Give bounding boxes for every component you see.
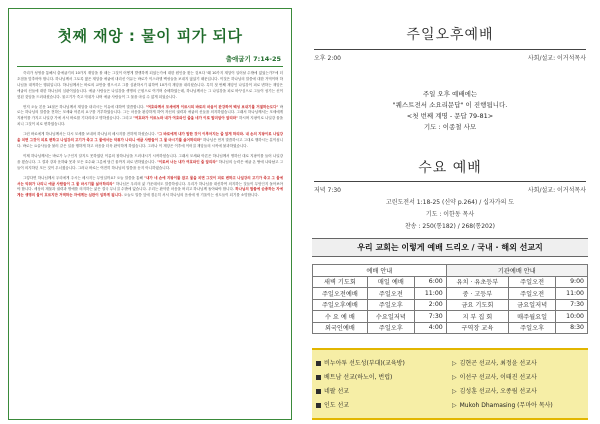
sermon-text: 그렇다면 하나님께서 우리에게 주시는 메시지는 무엇일까요? 오늘 말씀을 통해 (23, 175, 145, 180)
wednesday-scripture: 고린도전서 1:18-25 (신약 p.264) / 십자가의 도 (385, 199, 515, 206)
sermon-divider (17, 66, 283, 67)
square-bullet-icon (316, 361, 321, 366)
bulletin-panel (300, 0, 600, 424)
highlighted-verse: "여호와께서 모세에게 이르시되 바로의 마음이 완강하여 백성 보내기를 거절하는도다" (145, 104, 279, 109)
table-row (313, 299, 588, 311)
group-day: 매주월요일 (509, 311, 556, 323)
wednesday-hymns: 찬송 : 250(통182) / 268(통202) (404, 223, 496, 230)
service-time: 7:30 (414, 311, 446, 323)
service-day: 수요일저녁 (367, 311, 414, 323)
sermon-text: 하나님의 능력은 애굽 온 땅에 나타났고 그들이 의지하던 모든 것이 무너졌습니다. 그러나 바로는 여전히 하나님의 말씀을 듣지 아니하였습니다. (17, 159, 283, 170)
highlighted-verse: 하나님의 말씀에 순종하는 자에게는 생명의 물이 흐르지만 거역하는 자에게는 심판이 임하게 됩니다. (17, 187, 283, 198)
service-name: 주일오후예배 (313, 299, 368, 311)
sermon-body (9, 71, 291, 199)
group-time: 8:30 (556, 322, 588, 334)
sermon-text: 하시며 지팡이로 나일강 물을 치니 그것이 피로 변하였습니다. (17, 116, 283, 127)
sermon-reference: 출애굽기 7:14-25 (225, 55, 281, 63)
worship-header-right: 기관예배 안내 (446, 265, 587, 277)
wednesday-officiant: 사회/설교: 이거석목사 (527, 187, 586, 194)
afternoon-line-2: "퀘스트전서 소요리문답" 이 진행됩니다. (392, 101, 508, 109)
triangle-bullet-icon: ▷ (452, 388, 457, 395)
group-day: 주일오후 (509, 322, 556, 334)
afternoon-line-3: <첫 번째 계명 - 문답 79-81> (406, 112, 494, 120)
service-day: 주일오후 (367, 322, 414, 334)
afternoon-line-4: 기도 : 이종철 사모 (423, 123, 477, 131)
sermon-paragraph (17, 132, 283, 150)
group-day: 금요일저녁 (509, 299, 556, 311)
mission-field: 네팔 선교 (324, 388, 350, 395)
service-name: 주일오전예배 (313, 288, 368, 300)
worship-table-header (313, 265, 588, 277)
group-name: 금요 기도회 (446, 299, 508, 311)
list-item (312, 399, 588, 413)
mission-workers: Mukoh Dhamasing (무마아 목사) (459, 402, 553, 409)
group-time: 11:00 (556, 288, 588, 300)
sermon-text: 오늘도 말씀 앞에 겸손히 서서 하나님의 음성에 귀 기울이는 성도들이 되기를 소망합니다. (122, 193, 259, 198)
service-name: 새벽 기도회 (313, 276, 368, 288)
sermon-paragraph (17, 176, 283, 200)
sermon-text: 바로는 하나님의 말씀을 전하는 모세와 아론의 요구를 거부하였습니다. 그는 마음을 완강하게 하여 자신의 권력과 애굽의 신들을 의지하였습니다. 그래서 하나님께서는 모세에게 지팡이를 가지고 나일강 가에 서서 바로를 기다리라고 명하셨습니다. 그리고 (17, 104, 283, 121)
wednesday-time: 저녁 7:30 (314, 187, 341, 194)
group-name: 중 · 고등부 (446, 288, 508, 300)
service-time: 6:00 (414, 276, 446, 288)
list-item (312, 385, 588, 399)
mission-list (312, 348, 588, 420)
table-row (313, 276, 588, 288)
service-name: 외국인예배 (313, 322, 368, 334)
sermon-paragraph (17, 71, 283, 101)
square-bullet-icon (316, 403, 321, 408)
sermon-paragraph (17, 105, 283, 129)
afternoon-title: 주일오후예배 (406, 27, 494, 43)
group-time: 10:00 (556, 311, 588, 323)
highlighted-verse: "그 바로에게 내가 말한 것이 이루어지는 줄 알게 하리라. 내 손의 지팡이로 나일강을 치면 그것이 피로 변하고 나일강의 고기가 죽고 그 물에서는 악취가 나리니 애굽 사람들이 그 물 마시기를 싫어하리라" (17, 132, 283, 143)
sermon-panel (8, 8, 292, 420)
sermon-text: 그런 바로에게 하나님께서는 다시 모세를 보내어 하나님의 메시지를 전하게 하셨습니다. (23, 132, 157, 137)
group-name: 지 부 집 회 (446, 311, 508, 323)
group-day: 주일오전 (509, 288, 556, 300)
service-day: 주일오후 (367, 299, 414, 311)
wednesday-title: 수요 예배 (418, 160, 482, 176)
mission-field: 인도 선교 (324, 402, 350, 409)
afternoon-officiant: 사회/설교: 이거석목사 (527, 55, 586, 62)
wednesday-info (314, 185, 586, 194)
sermon-text: 하나님은 우리의 삶 가운데서도 말씀하십니다. 우리가 하나님을 대신하여 의지하는 것들이 무엇인지 돌아보아야 합니다. 세상의 재물과 권력과 명예를 의지하는 삶은 결국 무너질 수밖에 없습니다. 우리는 완악한 마음을 버리고 하나님께 돌아와야 합니다. (17, 181, 283, 192)
square-bullet-icon (316, 389, 321, 394)
triangle-bullet-icon: ▷ (452, 402, 457, 409)
square-bullet-icon (316, 375, 321, 380)
mission-field: 베트남 선교(하노이, 번럽) (324, 374, 393, 381)
sermon-text: 이제 하나님께서는 바로가 누구인지 알지도 못하였던 이름의 참하나님을 드러내시기 시작하셨습니다. 그래서 모세와 아론은 하나님께서 명하신 대로 지팡이를 들어 나일강을 쳤습니다. 그 결과 강과 운하와 못과 모든 호수와 그릇에 담긴 물까지 피로 변하였습니다. (17, 153, 283, 164)
afternoon-divider (314, 49, 586, 50)
table-row (313, 288, 588, 300)
highlighted-verse: "내가 네 손에 지팡이를 잡고 물을 치면 그것이 피로 변하고 나일강의 고기가 죽고 그 물에서는 악취가 나리니 애굽 사람들이 그 물 마시기를 싫어하리라" (17, 175, 284, 186)
table-row (313, 311, 588, 323)
mission-workers: 이선구 선교사, 이태진 선교사 (459, 374, 537, 381)
wednesday-divider (314, 181, 586, 182)
triangle-bullet-icon: ▷ (452, 374, 457, 381)
service-day: 주일오전 (367, 288, 414, 300)
worship-header-left: 예배 안내 (313, 265, 447, 277)
mission-workers: 김현곤 선교사, 최정윤 선교사 (459, 360, 537, 367)
worship-table (312, 264, 588, 334)
list-item (312, 357, 588, 371)
afternoon-line-1: 주일 오후 예배에는 (422, 90, 478, 98)
list-item (312, 371, 588, 385)
group-name: 구역장 교육 (446, 322, 508, 334)
worship-banner: 우리 교회는 이렇게 예배 드리오 / 국내 · 해외 선교지 (312, 238, 588, 257)
group-name: 유치 · 유초등부 (446, 276, 508, 288)
service-day: 매일 예배 (367, 276, 414, 288)
sermon-paragraph (17, 154, 283, 172)
group-time: 9:00 (556, 276, 588, 288)
service-time: 2:00 (414, 299, 446, 311)
sermon-text: 죽리가 성영을 통해서 출애굽기의 10가지 재앙을 볼 때는 그것이 어떻게 발생하게 되었는가에 대한 원인을 찾는 것보다 '왜 10가지 재앙이 일어날 수밖에 없었는가?'에 더 초점을 맞추어야 합니다. 하나님께서 그토록 많은 재앙을 애굽에 내리신 이유는 바로가 이스라엘 백성들을 보내지 않았기 때문입니다. 이것은 하나님의 말씀에 대한 거역이며 하나님을 대적하는 행위입니다. 하나님께서는 바로의 교만을 꺾으시고 그를 심판하시기 위하여 10가지 재앙을 내리셨습니다. 특히 첫 번째 재앙인 나일강이 피로 변하는 재앙은 애굽의 신들에 대한 하나님의 심판이었습니다. 애굽 사람들은 나일강을 생명의 근원으로 여기며 숭배하였는데, 하나님께서는 그 나일강을 피로 바꾸심으로 그들이 섬기는 신이 헛된 것임을 드러내셨습니다. 물고기가 죽고 악취가 나며 애굽 사람들이 그 물을 마실 수 없게 되었습니다. (17, 71, 283, 99)
wednesday-prayer: 기도 : 이한동 목사 (425, 211, 475, 218)
highlighted-verse: "이로써 너는 내가 여호와인 줄 알리라" (156, 159, 218, 164)
service-name: 수 요 예 배 (313, 311, 368, 323)
sermon-text: 하나님은 먼저 말씀하시고 그대로 행하시는 분이십니다. 바로는 요술사들을 불러 같은 일을 행하게 하고 마음을 더욱 완악하게 하였습니다. 그러나 이 재앙은 이후에 이어질 재앙들의 시작에 불과하였습니다. (17, 138, 283, 148)
highlighted-verse: "여호와가 이르노라 내가 여호와인 줄을 네가 이로 말미암아 알리라" (133, 116, 238, 121)
group-time: 7:30 (556, 299, 588, 311)
service-time: 11:00 (414, 288, 446, 300)
mission-workers: 김성훈 선교사, 오종림 선교사 (459, 388, 537, 395)
sermon-title: 첫째 재앙 : 물이 피가 되다 (57, 27, 243, 45)
table-row (313, 322, 588, 334)
triangle-bullet-icon: ▷ (452, 360, 457, 367)
group-day: 주일오전 (509, 276, 556, 288)
mission-field: 비누아투 선도성(부대)(교육방) (324, 360, 405, 367)
afternoon-time: 오후 2:00 (314, 55, 341, 62)
afternoon-info (314, 53, 586, 62)
sermon-text: 먼저 오늘 본문 14절은 하나님께서 재앙을 내리시는 이유에 대하여 말씀합니다. (23, 104, 146, 109)
service-time: 4:00 (414, 322, 446, 334)
